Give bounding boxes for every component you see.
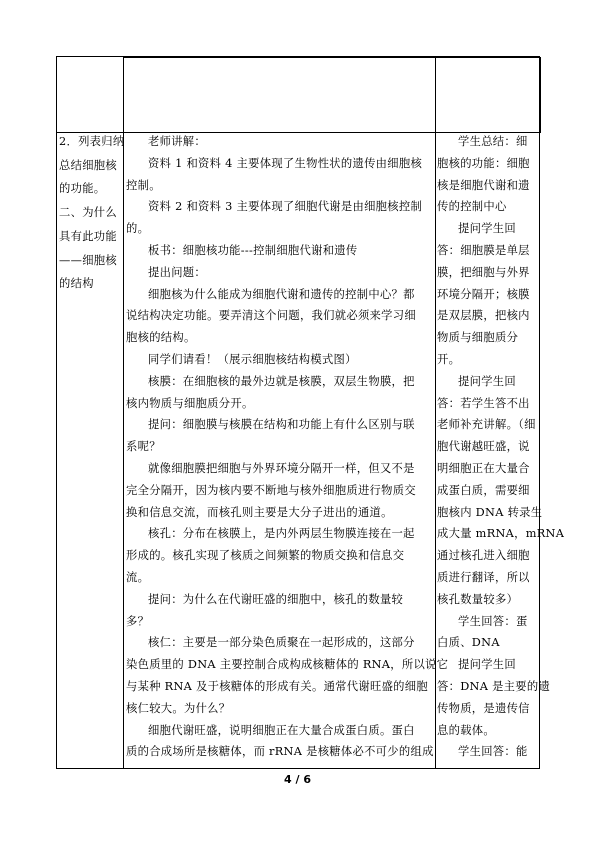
topic-line: 总结细胞核 (59, 158, 117, 172)
student-line: 学生回答：能 (458, 745, 528, 759)
teacher-line: 多？ (126, 614, 150, 628)
teacher-line: 板书：细胞核功能---控制细胞代谢和遗传 (148, 244, 358, 257)
student-line: 胞核内 DNA 转录生 (437, 505, 543, 519)
teacher-line: 质的合成场所是核糖体，而 rRNA 是核糖体必不可少的组成 (126, 745, 434, 759)
student-line: 息的载体。 (437, 723, 495, 737)
student-line: 老师补充讲解。（细 (437, 418, 536, 432)
teacher-line: 系呢？ (126, 440, 161, 454)
teacher-line: 核仁：主要是一部分染色质聚在一起形成的，这部分 (148, 636, 415, 650)
teacher-line: 资料 1 和资料 4 主要体现了生物性状的遗传由细胞核 (148, 156, 423, 170)
teacher-line: 细胞代谢旺盛，说明细胞正在大量合成蛋白质。蛋白 (148, 723, 415, 737)
student-line: 是双层膜，把核内 (437, 309, 530, 323)
student-line: 通过核孔进入细胞 (437, 549, 530, 563)
topic-line: 二、为什么 (59, 206, 117, 220)
topic-line: 2．列表归纳 (59, 135, 125, 148)
student-line: 开。 (437, 353, 461, 366)
student-line: 物质与细胞质分 (437, 331, 519, 345)
teacher-line: 流。 (126, 571, 150, 584)
topic-line: ——细胞核 (59, 253, 117, 267)
teacher-line: 核孔：分布在核膜上，是内外两层生物膜连接在一起 (148, 527, 415, 541)
teacher-line: 形成的。核孔实现了核质之间频繁的物质交换和信息交 (126, 549, 405, 563)
student-line: 传物质，是遗传信 (437, 701, 530, 715)
teacher-line: 就像细胞膜把细胞与外界环境分隔开一样，但又不是 (148, 462, 415, 475)
student-line: 答：DNA 是主要的遗 (437, 680, 551, 693)
column-divider-left (123, 57, 124, 768)
student-line: 答：细胞膜是单层 (437, 244, 530, 257)
teacher-line: 资料 2 和资料 3 主要体现了细胞代谢是由细胞核控制 (148, 200, 423, 214)
page-number: 4 / 6 (284, 773, 311, 786)
student-line: 白质、DNA (437, 636, 500, 650)
teacher-line: 核膜：在细胞核的最外边就是核膜，双层生物膜，把 (148, 374, 415, 388)
teacher-line: 核内物质与细胞质分开。 (126, 396, 254, 410)
teacher-line: 染色质里的 DNA 主要控制合成构成核糖体的 RNA，所以说它 (126, 658, 449, 672)
teacher-line: 提问：细胞膜与核膜在结构和功能上有什么区别与联 (148, 418, 415, 432)
teacher-line: 胞核的结构。 (126, 331, 196, 345)
student-line: 答：若学生答不出 (437, 396, 530, 410)
student-line: 提问学生回 (458, 374, 516, 388)
teacher-line: 完全分隔开，因为核内要不断地与核外细胞质进行物质交 (126, 483, 416, 497)
student-line: 提问学生回 (458, 658, 516, 672)
student-line: 质进行翻译，所以 (437, 571, 530, 584)
student-line: 学生回答：蛋 (458, 614, 528, 628)
topic-line: 具有此功能 (59, 229, 117, 243)
topic-line: 的结构 (59, 277, 94, 291)
student-line: 环境分隔开；核膜 (437, 287, 530, 301)
student-line: 学生总结：细 (458, 135, 528, 148)
topic-line: 的功能。 (59, 182, 106, 196)
previous-row-mid-cell (123, 57, 436, 133)
student-line: 胞代谢越旺盛，说 (437, 440, 530, 454)
student-line: 提问学生回 (458, 222, 516, 236)
previous-row-right-cell (435, 57, 541, 133)
student-line: 胞核的功能：细胞 (437, 156, 530, 170)
teacher-line: 说结构决定功能。要弄清这个问题，我们就必须来学习细 (126, 309, 416, 323)
teacher-line: 提问：为什么在代谢旺盛的细胞中，核孔的数量较 (148, 592, 404, 606)
teacher-line: 的。 (126, 222, 150, 236)
teacher-line: 控制。 (126, 178, 161, 192)
teacher-line: 换和信息交流，而核孔则主要是大分子进出的通道。 (126, 505, 393, 519)
student-line: 成蛋白质，需要细 (437, 483, 530, 497)
teacher-line: 提出问题： (148, 265, 206, 279)
student-line: 成大量 mRNA，mRNA (437, 527, 565, 541)
teacher-line: 细胞核为什么能成为细胞代谢和遗传的控制中心？都 (148, 287, 415, 301)
teacher-line: 老师讲解： (148, 135, 206, 148)
student-line: 明细胞正在大量合 (437, 462, 530, 475)
student-line: 膜，把细胞与外界 (437, 265, 530, 279)
teacher-line: 与某种 RNA 及于核糖体的形成有关。通常代谢旺盛的细胞 (126, 680, 428, 693)
student-line: 传的控制中心 (437, 200, 507, 214)
teacher-line: 核仁较大。为什么？ (126, 701, 231, 715)
student-line: 核是细胞代谢和遗 (437, 178, 530, 192)
teacher-line: 同学们请看！（展示细胞核结构模式图） (148, 353, 357, 366)
student-line: 核孔数量较多） (437, 592, 519, 606)
